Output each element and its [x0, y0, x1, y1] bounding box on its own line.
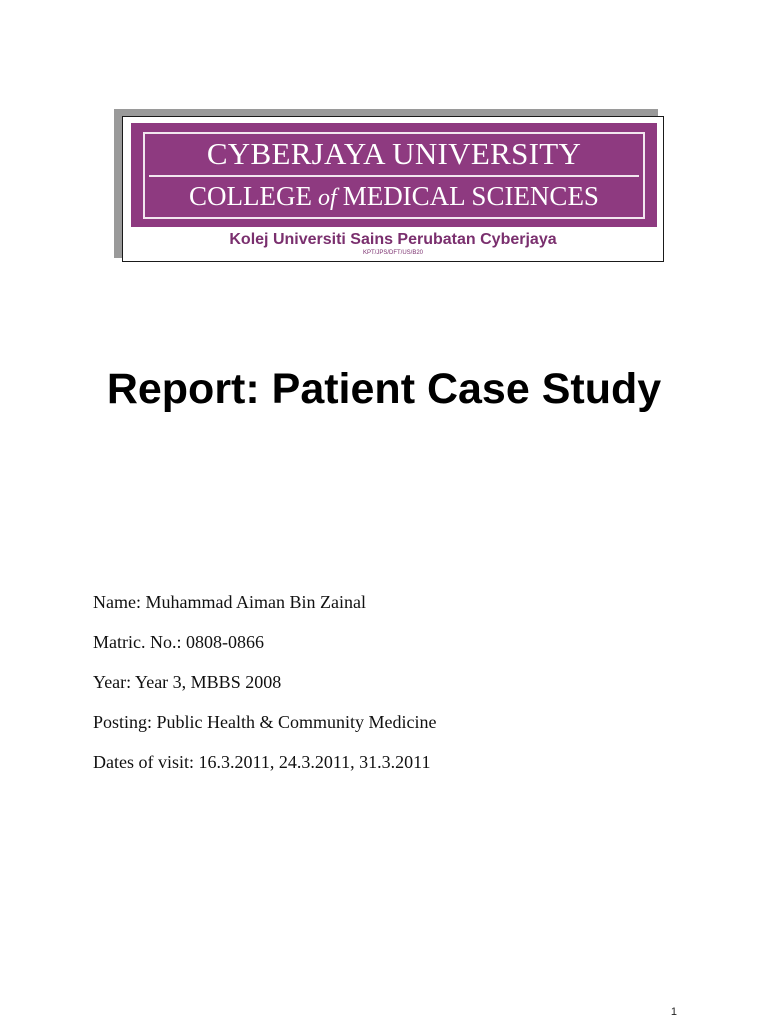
logo-college-word: COLLEGE — [189, 181, 313, 211]
logo-university-name: CYBERJAYA UNIVERSITY — [206, 136, 582, 171]
page-number: 1 — [670, 1006, 677, 1018]
logo-of-word: of — [318, 185, 337, 211]
logo-malay-name: Kolej Universiti Sains Perubatan Cyberjaya — [229, 231, 557, 248]
logo-medical-sciences: MEDICAL SCIENCES — [342, 181, 599, 211]
student-name: Name: Muhammad Aiman Bin Zainal — [93, 592, 366, 612]
study-year: Year: Year 3, MBBS 2008 — [93, 672, 282, 692]
logo-college-name — [131, 180, 657, 214]
report-title: Report: Patient Case Study — [106, 365, 662, 413]
visit-dates: Dates of visit: 16.3.2011, 24.3.2011, 31.3.2011 — [93, 752, 431, 772]
posting: Posting: Public Health & Community Medicine — [93, 712, 437, 732]
logo-banner — [131, 123, 657, 227]
logo-registration-code: KPT/JPS/DFT/US/B20 — [362, 250, 423, 256]
university-logo — [122, 116, 664, 262]
matric-number: Matric. No.: 0808-0866 — [93, 632, 264, 652]
logo-divider — [149, 175, 639, 177]
